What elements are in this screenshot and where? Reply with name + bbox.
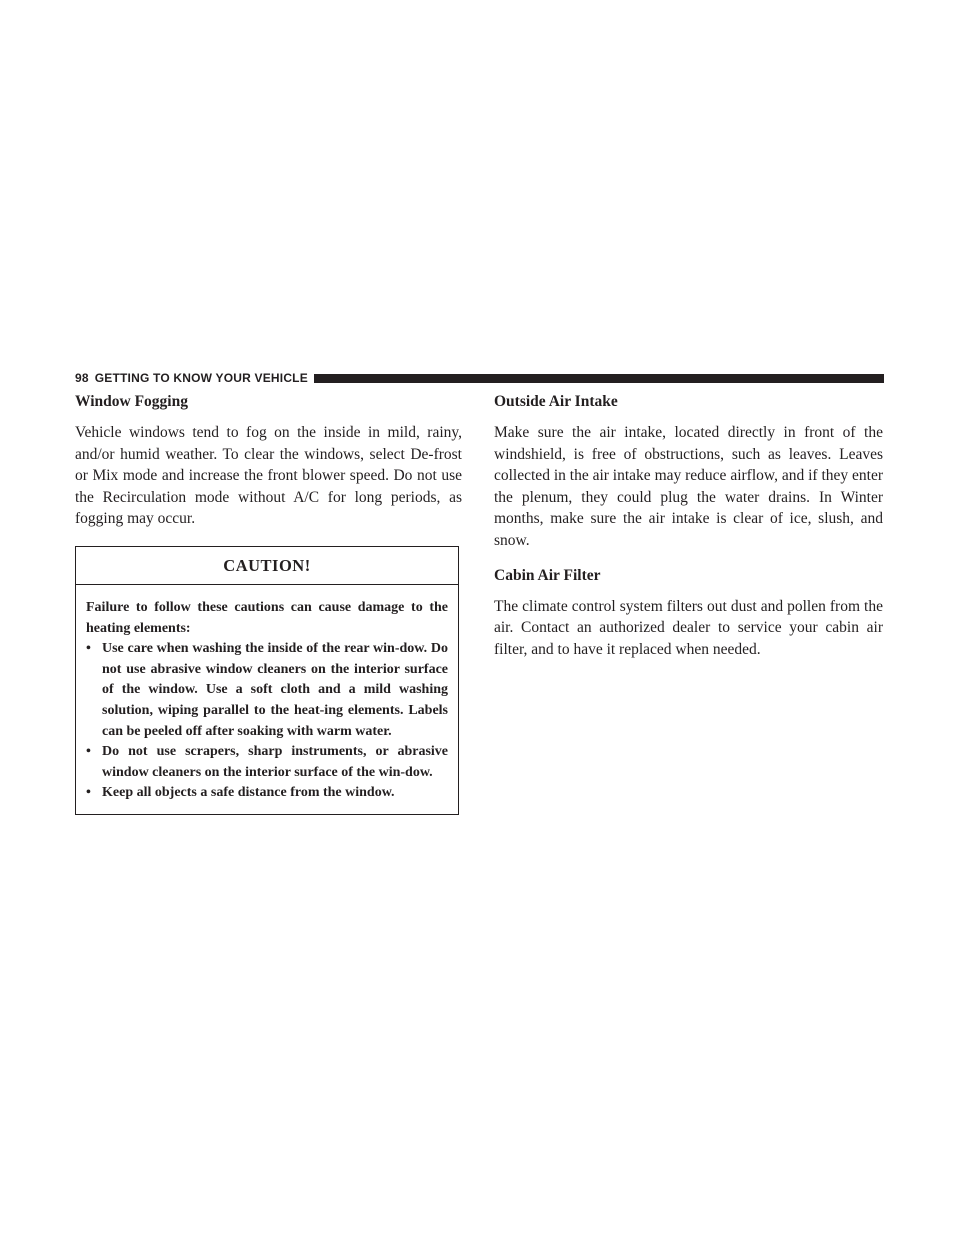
cabin-air-filter-paragraph: The climate control system filters out dust and pollen from the air. Contact an authorized dealer to service your cabin air filter, and to have it replaced when needed. [494,597,883,658]
caution-title: CAUTION! [76,547,458,585]
page-header [75,370,884,386]
caution-intro: Failure to follow these cautions can cause damage to the heating elements: [86,599,448,636]
caution-box [75,546,459,815]
cabin-air-filter-section [494,566,883,661]
window-fogging-heading: Window Fogging [75,393,188,410]
outside-air-intake-paragraph: Make sure the air intake, located directly in front of the windshield, is free of obstructions, such as leaves. Leaves collected in the air intake may reduce airflow, and if they enter the plenum, they could plug the water drains. In Winter months, make sure the air intake is clear of ice, slush, and snow. [494,424,883,549]
window-fogging-paragraph: Vehicle windows tend to fog on the inside in mild, rainy, and/or humid weather. To clear the windows, select De-frost or Mix mode and increase the front blower speed. Do not use the Recirculation mode without A/C for long periods, as fogging may occur. [75,424,462,528]
right-column [494,392,883,674]
caution-list [86,639,448,804]
bullet-icon: • [86,785,91,801]
header-rule [314,374,884,383]
caution-item [86,742,448,783]
caution-item-text: Use care when washing the inside of the rear win-dow. Do not use abrasive window cleaners on the interior surface of the window. Use a soft cloth and a mild washing solution, wiping parallel to the heat-ing elements. Labels can be peeled off after soaking with warm water. [102,641,448,739]
outside-air-intake-section [494,392,883,552]
cabin-air-filter-heading: Cabin Air Filter [494,566,601,584]
section-title: GETTING TO KNOW YOUR VEHICLE [94,371,308,385]
caution-item-text: Keep all objects a safe distance from the window. [102,785,395,801]
outside-air-intake-heading: Outside Air Intake [494,393,618,410]
caution-item [86,639,448,742]
bullet-icon: • [86,641,91,657]
page-number: 98 [75,371,89,385]
caution-body [76,585,458,814]
caution-item-text: Do not use scrapers, sharp instruments, or abrasive window cleaners on the interior surface of the win-dow. [102,744,448,780]
left-column [75,392,462,815]
bullet-icon: • [86,744,91,760]
caution-item [86,783,448,804]
